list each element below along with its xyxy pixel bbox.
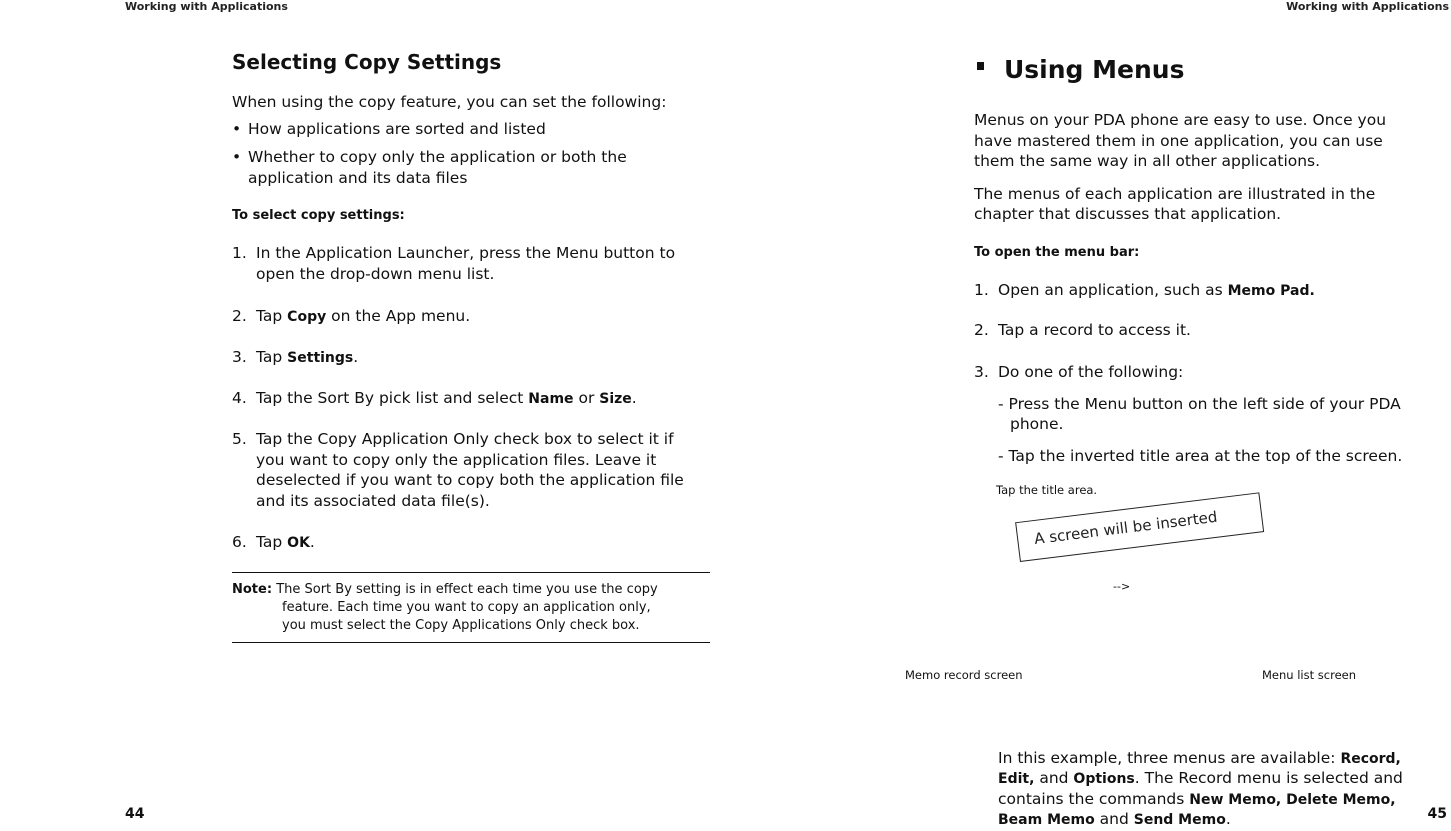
option-dash-item: - Tap the inverted title area at the top of the screen. (998, 447, 1403, 465)
caption-memo-record: Memo record screen (905, 668, 1023, 682)
step-1: 1. In the Application Launcher, press the Menu button to (232, 244, 676, 262)
caption-title-area: Tap the title area. (996, 483, 1098, 497)
para2-line: The menus of each application are illustrated in the (974, 185, 1376, 203)
step-5-continuation: you want to copy only the application files. Leave it (256, 451, 657, 469)
step-2: 2. Tap a record to access it. (974, 321, 1191, 339)
right-running-header: Working with Applications (1286, 0, 1449, 13)
option-dash-item: - Press the Menu button on the left side of your PDA (998, 395, 1401, 413)
step-6: 6. Tap OK. (232, 533, 315, 551)
note-top-rule (232, 572, 710, 573)
note-continuation: feature. Each time you want to copy an application only, (282, 600, 651, 615)
bullet-item: • How applications are sorted and listed (232, 120, 546, 138)
step-5: 5. Tap the Copy Application Only check box to select it if (232, 430, 674, 448)
para2-line: chapter that discusses that application. (974, 205, 1282, 223)
step-2: 2. Tap Copy on the App menu. (232, 307, 471, 325)
bullet-item: • Whether to copy only the application or both the (232, 148, 627, 166)
caption-menu-list: Menu list screen (1262, 668, 1357, 682)
right-subheading: To open the menu bar: (974, 245, 1140, 260)
left-running-header: Working with Applications (125, 0, 288, 13)
para3-line: Edit, and Options. The Record menu is selected and (998, 769, 1403, 787)
para1-line: them the same way in all other applications. (974, 152, 1321, 170)
step-1: 1. Open an application, such as Memo Pad. (974, 281, 1315, 299)
bullet-item-continuation: application and its data files (248, 169, 468, 187)
placeholder-arrow: --> (1113, 580, 1131, 593)
option-dash-continuation: phone. (1010, 415, 1064, 433)
note-continuation: you must select the Copy Applications Only check box. (282, 618, 640, 633)
right-section-title: Using Menus (977, 55, 1184, 84)
para1-line: have mastered them in one application, you can use (974, 132, 1383, 150)
step-5-continuation: deselected if you want to copy both the application file (256, 471, 684, 489)
square-bullet-icon (977, 62, 984, 70)
step-3: 3. Do one of the following: (974, 363, 1184, 381)
left-subheading: To select copy settings: (232, 208, 405, 223)
para3-line: Beam Memo and Send Memo. (998, 810, 1231, 828)
step-1-continuation: open the drop-down menu list. (256, 265, 495, 283)
left-section-title: Selecting Copy Settings (232, 50, 502, 74)
right-page-number: 45 (1427, 806, 1447, 822)
note-bottom-rule (232, 642, 710, 643)
para3-line: contains the commands New Memo, Delete Memo, (998, 790, 1396, 808)
para1-line: Menus on your PDA phone are easy to use. Once you (974, 111, 1387, 129)
para3-line: In this example, three menus are available: Record, (998, 749, 1401, 767)
step-3: 3. Tap Settings. (232, 348, 359, 366)
screenshot-placeholder (1015, 492, 1264, 562)
note: Note: The Sort By setting is in effect each time you use the copy (232, 582, 658, 597)
step-4: 4. Tap the Sort By pick list and select Name or Size. (232, 389, 637, 407)
left-intro: When using the copy feature, you can set the following: (232, 93, 667, 111)
left-page-number: 44 (125, 806, 145, 822)
step-5-continuation: and its associated data file(s). (256, 492, 490, 510)
placeholder-text: A screen will be inserted (1033, 507, 1219, 549)
